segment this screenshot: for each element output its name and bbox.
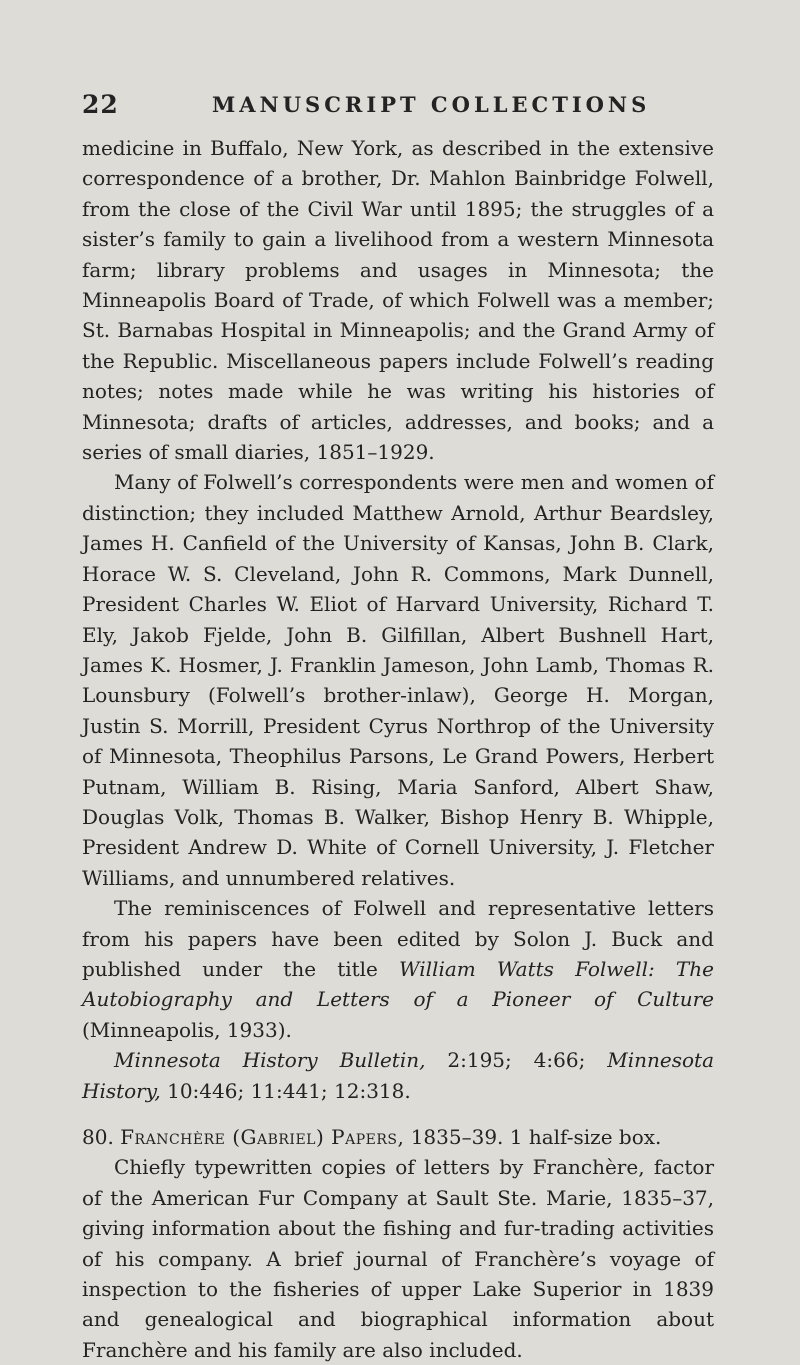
entry-number: 80. <box>82 1125 114 1149</box>
paragraph-continuation: medicine in Buffalo, New York, as described in the extensive correspondence of a brother, Dr. Mahlon Bainbridge Folwell, from the close of the Civil War until 1895; the struggles of a sister’s family to gain a livelihood from a western Minnesota farm; library problems and usages in Minnesota; the Minneapolis Board of Trade, of which Folwell was a member; St. Barnabas Hospital in Minneapolis; and the Grand Army of the Republic. Miscellaneous papers include Folwell’s reading notes; notes made while he was writing his histories of Minnesota; drafts of articles, addresses, and books; and a series of small diaries, 1851–1929. <box>82 136 714 465</box>
collection-entry-80 <box>82 1122 714 1365</box>
entry-title: Franchère (Gabriel) Papers, <box>120 1125 405 1149</box>
reminiscences-text-end: (Minneapolis, 1933). <box>82 1017 292 1042</box>
paragraph-reminiscences <box>82 893 714 1045</box>
running-head: MANUSCRIPT COLLECTIONS <box>212 92 651 117</box>
entry-heading <box>82 1122 714 1152</box>
references <box>82 1045 714 1106</box>
paragraph-correspondents: Many of Folwell’s correspondents were men and women of distinction; they included Matthew Arnold, Arthur Beardsley, James H. Canfield of the University of Kansas, John B. Clark, Horace W. S. Cleveland, John R. Commons, Mark Dunnell, President Charles W. Eliot of Harvard University, Richard T. Ely, Jakob Fjelde, John B. Gilfillan, Albert Bushnell Hart, James K. Hosmer, J. Franklin Jameson, John Lamb, Thomas R. Lounsbury (Folwell’s brother-inlaw), George H. Morgan, Justin S. Morrill, President Cyrus Northrop of the University of Minnesota, Theophilus Parsons, Le Grand Powers, Herbert Putnam, William B. Rising, Maria Sanford, Albert Shaw, Douglas Volk, Thomas B. Walker, Bishop Henry B. Whipple, President Andrew D. White of Cornell University, J. Fletcher Williams, and unnumbered relatives. <box>82 470 714 890</box>
reference-citations-bulletin: 2:195; 4:66; <box>425 1048 608 1073</box>
reference-journal-bulletin: Minnesota History Bulletin, <box>114 1048 426 1073</box>
reminiscences-text-start: The reminiscences of Folwell and representative letters from his papers have been edited by Solon J. Buck and published under the title <box>82 896 714 981</box>
page-header <box>82 90 722 124</box>
body-text <box>82 133 714 1365</box>
reference-citations-history: 10:446; 11:441; 12:318. <box>160 1078 411 1103</box>
reference-journal-history: Minnesota History, <box>82 1048 714 1103</box>
entry-dates-extent: 1835–39. 1 half-size box. <box>404 1125 662 1149</box>
entry-description: Chiefly typewritten copies of letters by Franchère, factor of the American Fur Company at Sault Ste. Marie, 1835–37, giving information about the fishing and fur-trading activities of his company. A brief journal of Franchère’s voyage of inspection to the fisheries of upper Lake Superior in 1839 and genealogical and biographical information about Franchère and his family are also included. <box>82 1155 714 1362</box>
book-title: William Watts Folwell: The Autobiography and Letters of a Pioneer of Culture <box>82 956 714 1012</box>
page-number: 22 <box>82 90 119 119</box>
